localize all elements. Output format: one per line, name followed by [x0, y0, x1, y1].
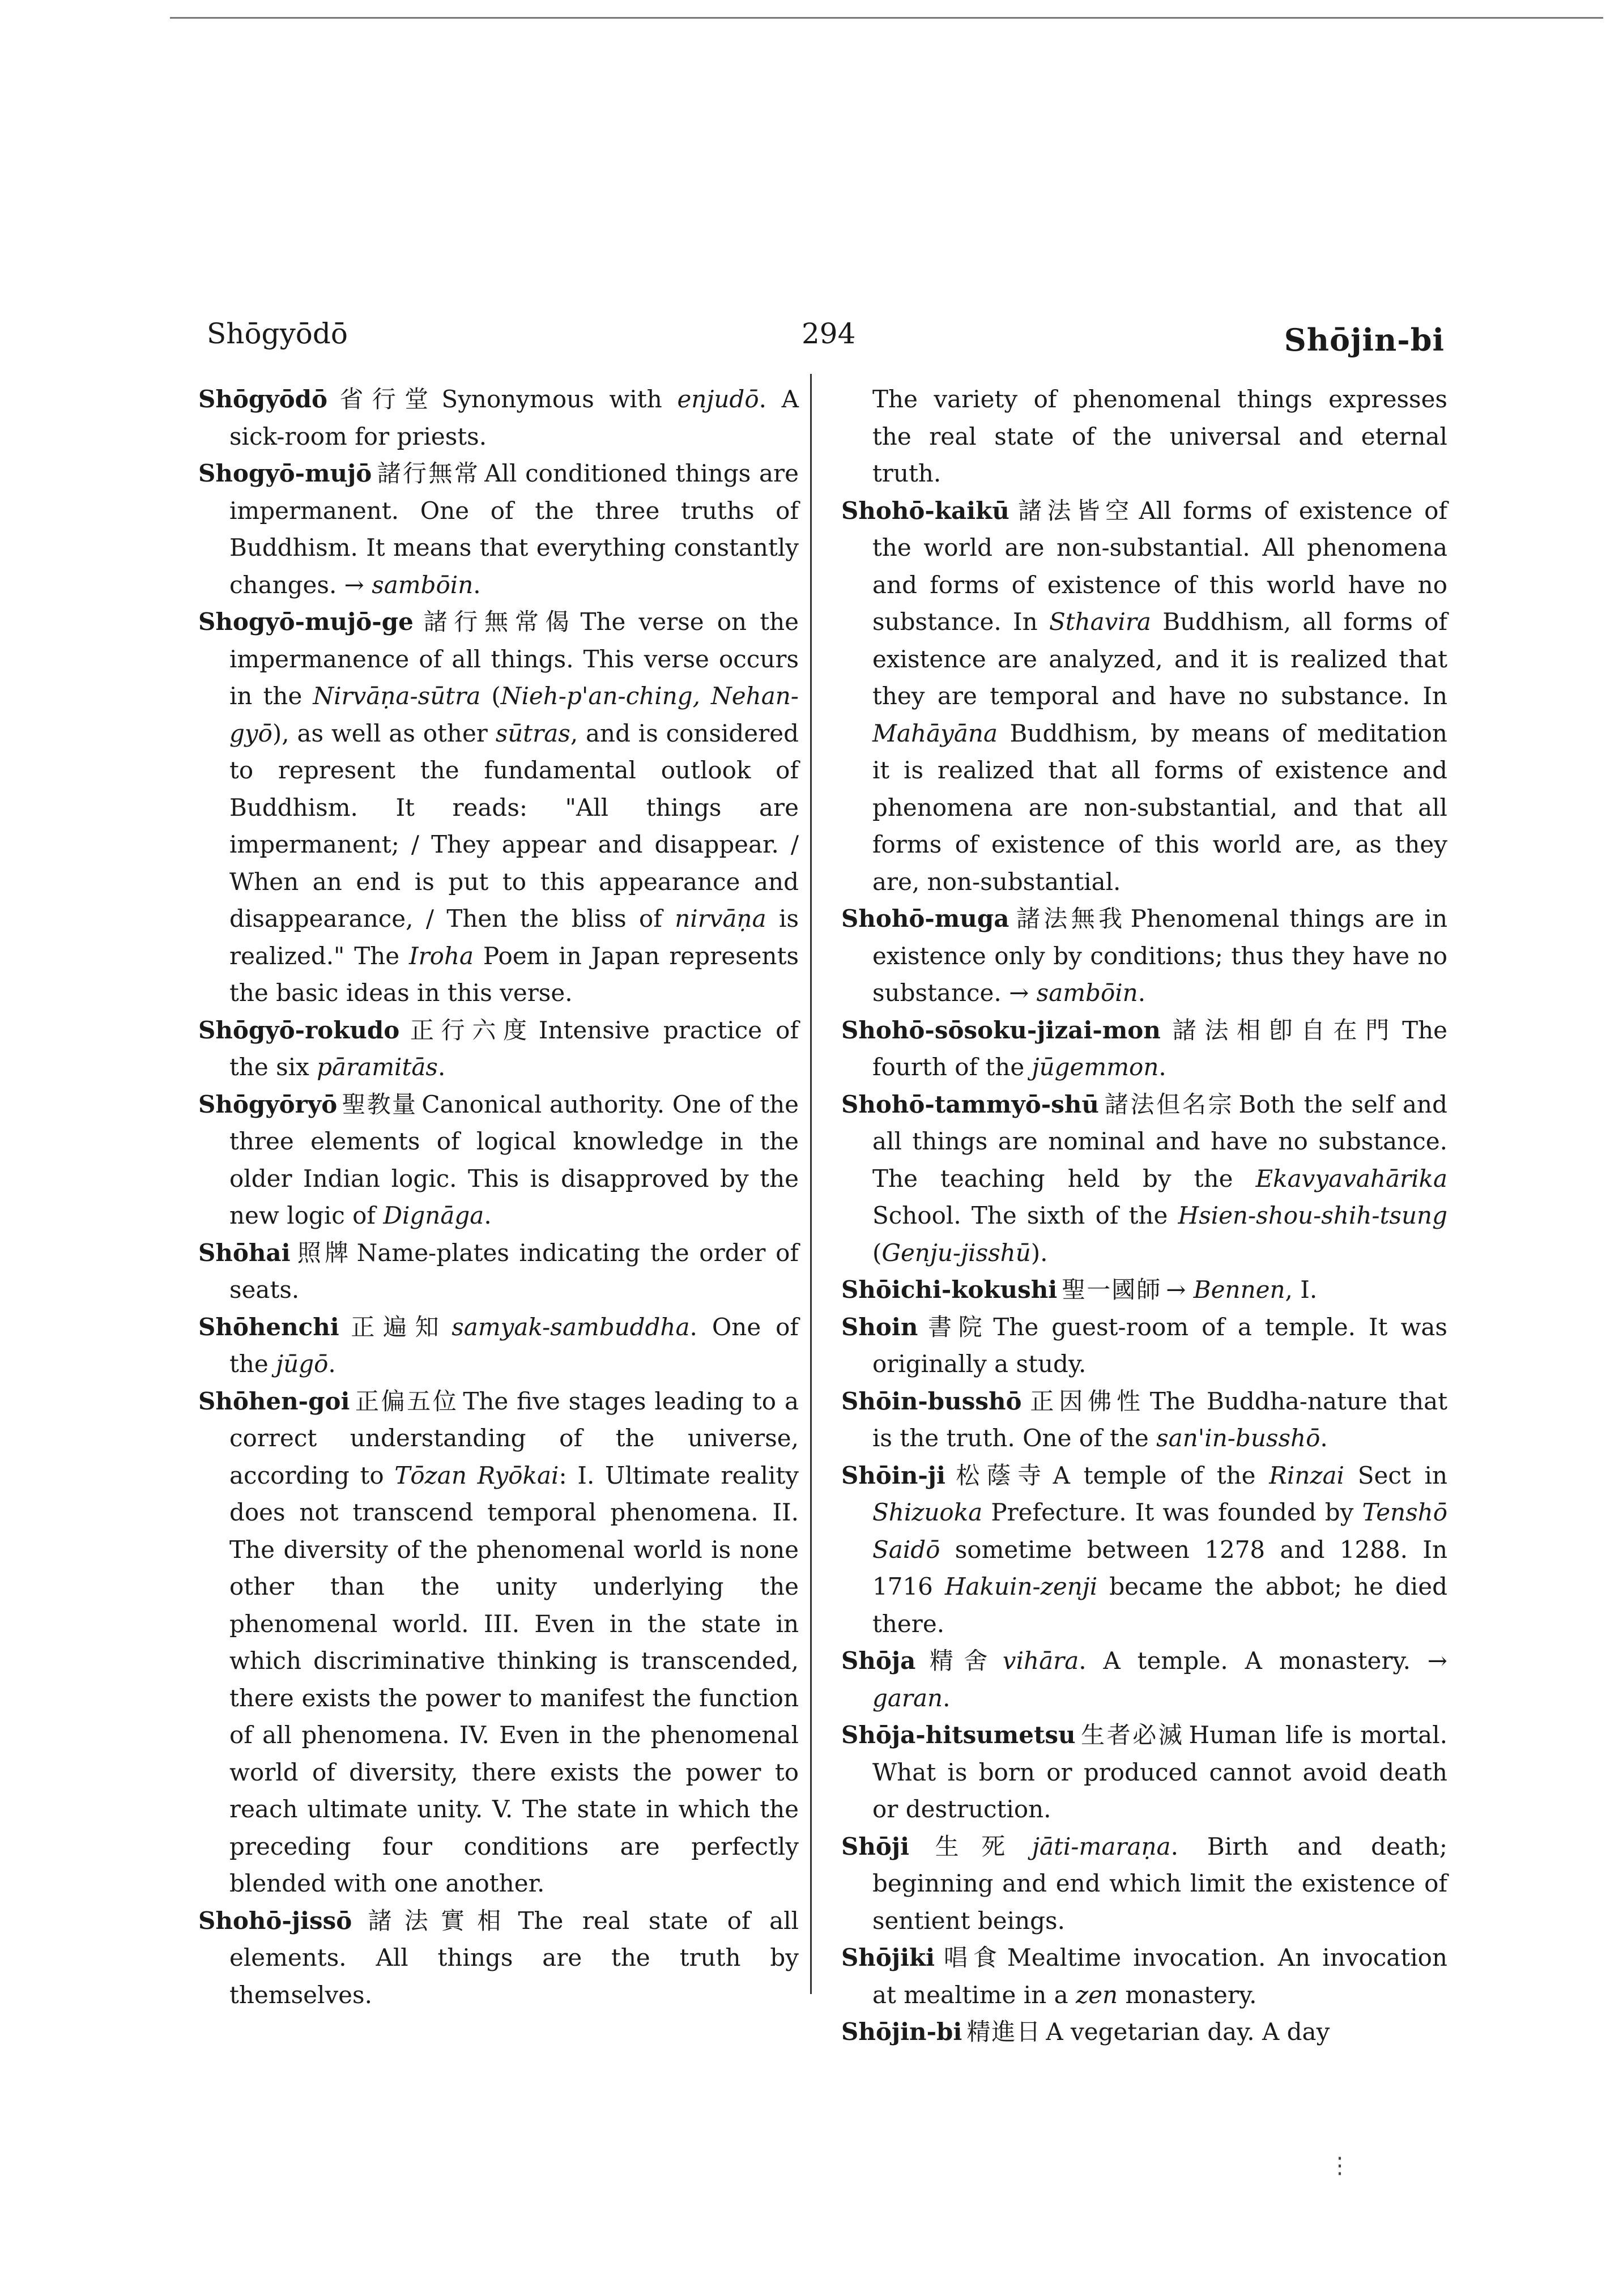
entry-headword: Shōhai	[198, 1238, 291, 1267]
entry-italic-term: Ekavyavahārika	[1255, 1164, 1447, 1192]
left-column	[198, 381, 799, 2013]
entry-definition-text: : I. Ultimate reality does not transcend temporal phenomena. II. The diversity of the phenomenal world is none other than the unity underlying the phenomenal world. III. Even in the state in which discriminative thinking is transcended, there exists the power to manifest the function of all phenomena. IV. Even in the phenomenal world of diversity, there exists the power to reach ultimate unity. V. The state in which the preceding four conditions are perfectly blended with one another.	[229, 1461, 799, 1897]
entry-definition-text: . A sick-room for priests.	[229, 385, 799, 450]
entry-kanji: 省行堂	[332, 385, 437, 413]
dictionary-entry	[841, 381, 1447, 492]
entry-italic-term: pāramitās	[317, 1053, 438, 1081]
dictionary-entry	[198, 381, 799, 455]
entry-kanji: 聖一國師	[1062, 1276, 1162, 1304]
dictionary-entry	[841, 1642, 1447, 1716]
entry-kanji: 諸法無我	[1013, 905, 1126, 932]
page-number: 294	[802, 317, 856, 350]
entry-italic-term: nirvāṇa	[675, 905, 766, 932]
entry-headword: Shōin-ji	[841, 1461, 945, 1489]
entry-italic-term: Tōzan Ryōkai	[394, 1461, 559, 1489]
dictionary-entry	[841, 1939, 1447, 2013]
entry-headword: Shohō-jissō	[198, 1906, 352, 1935]
entry-definition-text: ), as well as other	[272, 719, 496, 747]
entry-definition-text: All conditioned things are impermanent. One of the three truths of Buddhism. It means that everything constantly changes. →	[229, 459, 799, 599]
entry-italic-term: Nieh-p'an-ching, Nehan-gyō	[229, 682, 799, 747]
entry-definition-text: A vegetarian day. A day	[1046, 2018, 1330, 2046]
entry-headword: Shōjiki	[841, 1944, 935, 1971]
entry-definition-text: Intensive practice of the six	[229, 1016, 799, 1081]
entry-definition-text: Name-plates indicating the order of seats.	[229, 1238, 799, 1304]
entry-kanji: 諸法但名宗	[1103, 1090, 1234, 1118]
entry-definition-text: .	[943, 1684, 951, 1712]
entry-headword: Shohō-muga	[841, 905, 1009, 932]
entry-kanji: 精進日	[966, 2018, 1042, 2046]
entry-headword: Shōin-busshō	[841, 1387, 1022, 1415]
entry-kanji: 正遍知	[343, 1313, 448, 1341]
entry-definition-text: Both the self and all things are nominal and have no substance. The teaching held by the	[872, 1090, 1447, 1192]
entry-italic-term: Hakuin-zenji	[944, 1573, 1098, 1600]
entry-headword: Shōjin-bi	[841, 2018, 962, 2046]
entry-italic-term: Genju-jisshū	[881, 1238, 1031, 1267]
dictionary-entry	[841, 2013, 1447, 2051]
entry-kanji: 正偏五位	[354, 1387, 459, 1415]
dictionary-entry	[841, 1716, 1447, 1828]
dictionary-entry	[198, 1309, 799, 1383]
dictionary-entry	[198, 1383, 799, 1902]
entry-definition-text: Mealtime invocation. An invocation at mealtime in a	[872, 1944, 1447, 2009]
entry-definition-text: .	[1320, 1424, 1328, 1452]
dictionary-entry	[841, 1309, 1447, 1383]
entry-headword: Shōhenchi	[198, 1313, 339, 1341]
dictionary-entry	[198, 455, 799, 603]
entry-kanji: 松蔭寺	[949, 1461, 1049, 1489]
dictionary-entry	[841, 1271, 1447, 1309]
entry-definition-text: (	[872, 1238, 882, 1267]
entry-kanji: 諸法皆空	[1013, 496, 1135, 525]
entry-headword: Shōja	[841, 1647, 916, 1675]
dictionary-entry	[198, 1902, 799, 2014]
margin-mark: ⋮	[1328, 2153, 1351, 2179]
entry-italic-term: Mahāyāna	[872, 719, 998, 747]
entry-definition-text: .	[473, 570, 481, 599]
entry-definition-text: .	[1138, 979, 1146, 1007]
dictionary-entry	[198, 1012, 799, 1086]
entry-italic-term: Nirvāṇa-sūtra	[313, 682, 481, 710]
entry-headword: Shohō-sōsoku-jizai-mon	[841, 1016, 1161, 1044]
entry-headword: Shohō-kaikū	[841, 496, 1009, 525]
entry-definition-text: . One of the	[229, 1313, 799, 1378]
entry-italic-term: Iroha	[409, 942, 474, 970]
entry-definition-text: School. The sixth of the	[872, 1202, 1178, 1229]
entry-headword: Shoin	[841, 1313, 918, 1341]
running-head-left: Shōgyōdō	[207, 317, 348, 350]
entry-italic-term: Dignāga	[383, 1202, 484, 1229]
entry-definition-text: All forms of existence of the world are non-substantial. All phenomena and forms of existence of this world have no substance. In	[872, 496, 1447, 636]
entry-kanji: 唱食	[939, 1944, 1003, 1971]
entry-kanji: 精舍	[920, 1647, 998, 1675]
entry-definition-text: The Buddha-nature that is the truth. One of the	[872, 1387, 1447, 1452]
entry-definition-text: is realized." The	[229, 905, 799, 970]
entry-kanji: 正因佛性	[1026, 1387, 1145, 1415]
top-rule	[170, 17, 1603, 19]
dictionary-entry	[841, 900, 1447, 1012]
entry-italic-term: sambōin	[372, 570, 474, 599]
entry-definition-text: became the abbot; he died there.	[872, 1573, 1447, 1638]
dictionary-entry	[841, 1383, 1447, 1457]
entry-headword: Shōgyōryō	[198, 1090, 338, 1118]
entry-definition-text: Buddhism, by means of meditation it is realized that all forms of existence and phenomena are non-substantial, and that all forms of existence of this world are, as they are, non-substantial.	[872, 719, 1447, 896]
entry-definition-text: The five stages leading to a correct understanding of the universe, according to	[229, 1387, 799, 1489]
entry-kanji: 書院	[922, 1313, 989, 1341]
entry-headword: Shōichi-kokushi	[841, 1276, 1058, 1304]
entry-kanji: 諸法實相	[356, 1906, 514, 1935]
dictionary-entry	[841, 492, 1447, 901]
entry-definition-text: .	[484, 1202, 492, 1229]
entry-italic-term: san'in-busshō	[1156, 1424, 1320, 1452]
entry-definition-text: Canonical authority. One of the three elements of logical knowledge in the older Indian logic. This is disapproved by the new logic of	[229, 1090, 799, 1229]
entry-headword: Shōhen-goi	[198, 1387, 350, 1415]
entry-kanji: 正行六度	[404, 1016, 534, 1044]
entry-kanji: 照牌	[295, 1238, 352, 1267]
entry-definition-text: Prefecture. It was founded by	[982, 1498, 1362, 1526]
entry-definition-text: sometime between 1278 and 1288. In 1716	[872, 1535, 1447, 1600]
entry-definition-text: Poem in Japan represents the basic ideas in this verse.	[229, 942, 799, 1007]
entry-italic-term: garan	[872, 1684, 943, 1712]
entry-definition-text: ).	[1030, 1238, 1048, 1267]
entry-italic-term: enjudō	[677, 385, 759, 413]
page-header	[207, 317, 1445, 368]
column-divider	[810, 374, 812, 1994]
dictionary-entry	[198, 1234, 799, 1309]
entry-italic-term: Tenshō Saidō	[872, 1498, 1447, 1564]
entry-definition-text: .	[437, 1053, 446, 1081]
entry-italic-term: sambōin	[1036, 979, 1138, 1007]
entry-headword: Shohō-tammyō-shū	[841, 1090, 1099, 1118]
entry-definition-text: .	[328, 1350, 336, 1378]
entry-definition-text: A temple of the	[1053, 1461, 1270, 1489]
entry-kanji: 諸行無常偈	[418, 608, 576, 636]
entry-definition-text: Human life is mortal. What is born or produced cannot avoid death or destruction.	[872, 1721, 1447, 1823]
entry-definition-text: . Birth and death; beginning and end which limit the existence of sentient beings.	[872, 1832, 1447, 1935]
entry-definition-text: Sect in	[1344, 1461, 1447, 1489]
entry-definition-text: The fourth of the	[872, 1016, 1447, 1081]
entry-kanji: 聖教量	[342, 1090, 418, 1118]
dictionary-entry	[841, 1086, 1447, 1272]
entry-definition-text: , and is considered to represent the fundamental outlook of Buddhism. It reads: "All things are impermanent; / They appear and disappear. / When an end is put to this appearance and disappearance, / Then the bliss of	[229, 719, 799, 932]
dictionary-entry	[841, 1828, 1447, 1940]
entry-definition-text: (	[480, 682, 501, 710]
entry-definition-text: Phenomenal things are in existence only by conditions; thus they have no substance. →	[872, 905, 1447, 1007]
entry-italic-term: Rinzai	[1269, 1461, 1344, 1489]
entry-italic-term: sūtras	[495, 719, 570, 747]
entry-definition-text: The variety of phenomenal things expresses the real state of the universal and eternal truth.	[872, 385, 1447, 487]
entry-definition-text: .	[1158, 1053, 1166, 1081]
entry-definition-text: The real state of all elements. All things are the truth by themselves.	[229, 1906, 799, 2009]
entry-italic-term: zen	[1076, 1980, 1118, 2009]
entry-definition-text: →	[1166, 1276, 1194, 1304]
entry-definition-text: monastery.	[1118, 1980, 1257, 2009]
entry-italic-term: jūgō	[276, 1350, 329, 1378]
entry-kanji: 生死	[914, 1832, 1028, 1860]
entry-italic-term: Sthavira	[1049, 608, 1151, 636]
running-head-right: Shōjin-bi	[1284, 322, 1445, 358]
entry-italic-term: vihāra	[1002, 1647, 1079, 1675]
entry-headword: Shogyō-mujō	[198, 459, 372, 487]
entry-kanji: 生者必滅	[1080, 1721, 1185, 1749]
entry-italic-term: Hsien-shou-shih-tsung	[1178, 1202, 1447, 1229]
entry-italic-term: Bennen	[1193, 1276, 1285, 1304]
dictionary-entry	[841, 1457, 1447, 1643]
entry-definition-text: , I.	[1285, 1276, 1318, 1304]
entry-italic-term: samyak-sambuddha	[451, 1313, 690, 1341]
entry-kanji: 諸行無常	[376, 459, 480, 487]
entry-definition-text: The verse on the impermanence of all things. This verse occurs in the	[229, 608, 799, 710]
entry-definition-text: Buddhism, all forms of existence are analyzed, and it is realized that they are temporal and have no substance. In	[872, 608, 1447, 710]
dictionary-entry	[841, 1012, 1447, 1086]
entry-headword: Shōgyō-rokudo	[198, 1016, 400, 1044]
entry-headword: Shōji	[841, 1832, 910, 1860]
entry-italic-term: Shizuoka	[872, 1498, 983, 1526]
entry-headword: Shōja-hitsumetsu	[841, 1721, 1076, 1749]
entry-definition-text: The guest-room of a temple. It was originally a study.	[872, 1313, 1447, 1378]
entry-headword: Shōgyōdō	[198, 385, 328, 413]
entry-headword: Shogyō-mujō-ge	[198, 608, 414, 636]
entry-definition-text: Synonymous with	[441, 385, 678, 413]
right-column	[841, 381, 1447, 2051]
entry-definition-text: . A temple. A monastery. →	[1079, 1647, 1447, 1675]
entry-italic-term: jāti-maraṇa	[1032, 1832, 1171, 1860]
dictionary-entry	[198, 603, 799, 1012]
dictionary-entry	[198, 1086, 799, 1234]
entry-italic-term: jūgemmon	[1032, 1053, 1159, 1081]
entry-kanji: 諸法相卽自在門	[1165, 1016, 1398, 1044]
